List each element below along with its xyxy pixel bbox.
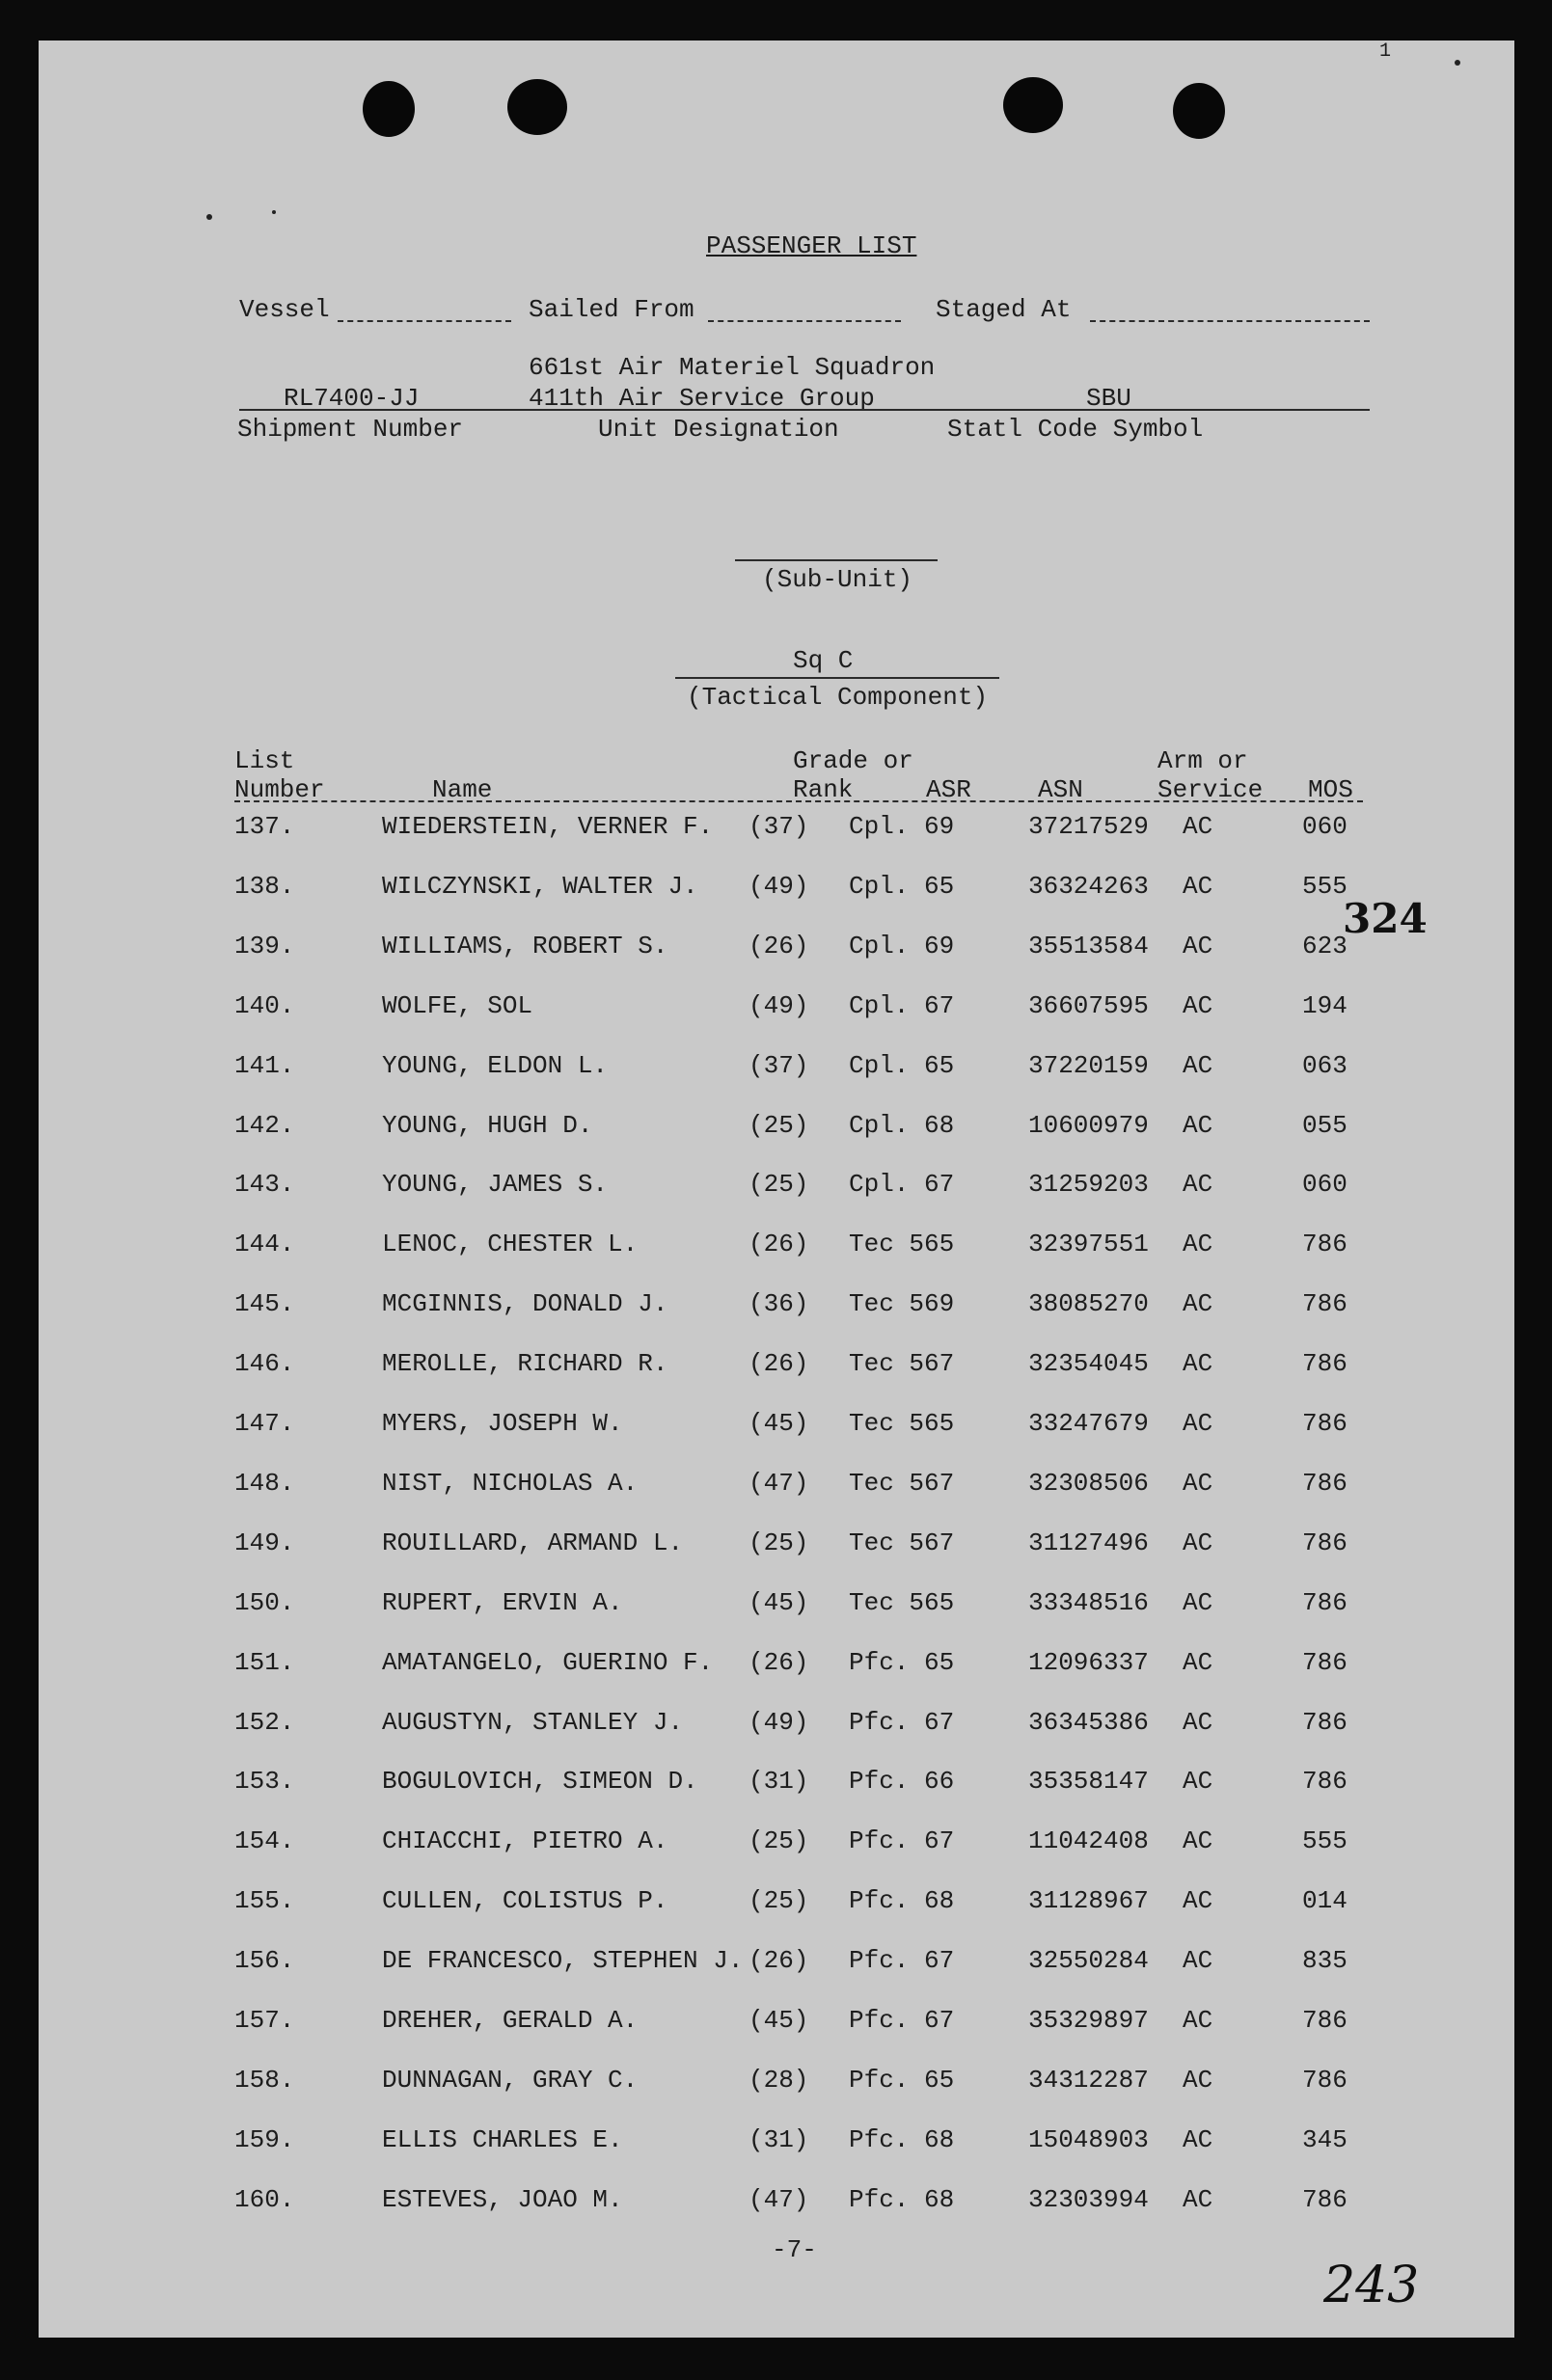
passenger-name: RUPERT, ERVIN A. — [382, 1587, 623, 1617]
grade: Tec 5 — [849, 1349, 925, 1379]
arm-service: AC — [1183, 1826, 1213, 1856]
arm-service: AC — [1183, 1767, 1213, 1797]
table-row — [39, 1648, 1514, 1687]
grade: Pfc. — [849, 2124, 910, 2154]
age: (49) — [749, 871, 809, 901]
grade: Tec 5 — [849, 1528, 925, 1557]
asr: 65 — [924, 1230, 955, 1259]
arm-service: AC — [1183, 1886, 1213, 1916]
list-number: 148. — [234, 1468, 295, 1498]
arm-service: AC — [1183, 2065, 1213, 2095]
asn: 36324263 — [1028, 871, 1149, 901]
arm-service: AC — [1183, 1946, 1213, 1976]
asr: 69 — [924, 931, 955, 960]
grade: Tec 5 — [849, 1409, 925, 1438]
list-number: 139. — [234, 931, 295, 960]
age: (36) — [749, 1289, 809, 1319]
grade: Cpl. — [849, 990, 910, 1020]
list-number: 138. — [234, 871, 295, 901]
passenger-name: DE FRANCESCO, STEPHEN J. — [382, 1946, 744, 1976]
col-asr: ASR — [926, 775, 971, 804]
asn: 37217529 — [1028, 812, 1149, 841]
asn: 11042408 — [1028, 1826, 1149, 1856]
asr: 67 — [924, 1528, 955, 1557]
table-row — [39, 1826, 1514, 1865]
age: (49) — [749, 1707, 809, 1737]
table-row — [39, 932, 1514, 970]
table-row — [39, 2185, 1514, 2224]
asr: 67 — [924, 990, 955, 1020]
grade: Cpl. — [849, 871, 910, 901]
asn: 34312287 — [1028, 2065, 1149, 2095]
asr: 67 — [924, 1826, 955, 1856]
grade: Cpl. — [849, 1050, 910, 1080]
table-row — [39, 1767, 1514, 1805]
arm-service: AC — [1183, 1289, 1213, 1319]
col-list-line2: Number — [234, 775, 325, 804]
asn: 32354045 — [1028, 1349, 1149, 1379]
list-number: 155. — [234, 1886, 295, 1916]
arm-service: AC — [1183, 812, 1213, 841]
mos: 063 — [1302, 1050, 1348, 1080]
table-row — [39, 1469, 1514, 1507]
col-mos: MOS — [1308, 775, 1353, 804]
arm-service: AC — [1183, 1110, 1213, 1140]
mos: 786 — [1302, 1289, 1348, 1319]
passenger-name: NIST, NICHOLAS A. — [382, 1468, 639, 1498]
list-number: 143. — [234, 1170, 295, 1200]
age: (28) — [749, 2065, 809, 2095]
column-header-rule — [234, 800, 1363, 802]
passenger-name: YOUNG, ELDON L. — [382, 1050, 609, 1080]
shipment-number-label: Shipment Number — [237, 415, 464, 444]
page-footer: -7- — [772, 2235, 817, 2264]
asr: 68 — [924, 1110, 955, 1140]
grade: Cpl. — [849, 931, 910, 960]
asr: 68 — [924, 1886, 955, 1916]
grade: Tec 5 — [849, 1230, 925, 1259]
arm-service: AC — [1183, 1647, 1213, 1677]
asr: 69 — [924, 812, 955, 841]
arm-service: AC — [1183, 871, 1213, 901]
grade: Pfc. — [849, 1826, 910, 1856]
mos: 055 — [1302, 1110, 1348, 1140]
asn: 38085270 — [1028, 1289, 1149, 1319]
col-grade-line2: Rank — [793, 775, 854, 804]
age: (31) — [749, 2124, 809, 2154]
age: (25) — [749, 1886, 809, 1916]
mos: 555 — [1302, 1826, 1348, 1856]
asn: 32550284 — [1028, 1946, 1149, 1976]
list-number: 160. — [234, 2184, 295, 2214]
age: (31) — [749, 1767, 809, 1797]
arm-service: AC — [1183, 1468, 1213, 1498]
list-number: 151. — [234, 1647, 295, 1677]
age: (45) — [749, 1409, 809, 1438]
asn: 15048903 — [1028, 2124, 1149, 2154]
age: (26) — [749, 931, 809, 960]
age: (26) — [749, 1946, 809, 1976]
col-arm-line1: Arm or — [1157, 746, 1248, 775]
passenger-name: WILLIAMS, ROBERT S. — [382, 931, 668, 960]
asr: 65 — [924, 1409, 955, 1438]
page-title: PASSENGER LIST — [706, 231, 917, 260]
grade: Pfc. — [849, 2184, 910, 2214]
passenger-name: WIEDERSTEIN, VERNER F. — [382, 812, 714, 841]
mos: 623 — [1302, 931, 1348, 960]
asn: 33247679 — [1028, 1409, 1149, 1438]
list-number: 154. — [234, 1826, 295, 1856]
table-row — [39, 1349, 1514, 1388]
arm-service: AC — [1183, 1349, 1213, 1379]
mos: 786 — [1302, 1767, 1348, 1797]
punch-hole-1 — [363, 81, 415, 137]
grade: Pfc. — [849, 1767, 910, 1797]
list-number: 153. — [234, 1767, 295, 1797]
table-row — [39, 1528, 1514, 1567]
list-number: 140. — [234, 990, 295, 1020]
col-grade-line1: Grade or — [793, 746, 913, 775]
age: (47) — [749, 1468, 809, 1498]
list-number: 147. — [234, 1409, 295, 1438]
grade: Pfc. — [849, 1707, 910, 1737]
passenger-name: YOUNG, JAMES S. — [382, 1170, 609, 1200]
asr: 65 — [924, 871, 955, 901]
asr: 68 — [924, 2184, 955, 2214]
staged-at-line — [1090, 320, 1370, 322]
table-row — [39, 2066, 1514, 2104]
passenger-name: CHIACCHI, PIETRO A. — [382, 1826, 668, 1856]
tactical-value: Sq C — [793, 646, 854, 675]
mos: 786 — [1302, 2184, 1348, 2214]
table-row — [39, 1051, 1514, 1090]
list-number: 145. — [234, 1289, 295, 1319]
mos: 786 — [1302, 1707, 1348, 1737]
mos: 786 — [1302, 2006, 1348, 2035]
passenger-name: MEROLLE, RICHARD R. — [382, 1349, 668, 1379]
passenger-name: ESTEVES, JOAO M. — [382, 2184, 623, 2214]
document-page — [39, 41, 1514, 2338]
grade: Tec 5 — [849, 1289, 925, 1319]
arm-service: AC — [1183, 1707, 1213, 1737]
speck — [206, 214, 212, 220]
grade: Cpl. — [849, 1110, 910, 1140]
asr: 66 — [924, 1767, 955, 1797]
asn: 36607595 — [1028, 990, 1149, 1020]
unit-line-1: 661st Air Materiel Squadron — [529, 353, 936, 382]
age: (45) — [749, 2006, 809, 2035]
asr: 65 — [924, 1587, 955, 1617]
passenger-name: ROUILLARD, ARMAND L. — [382, 1528, 684, 1557]
arm-service: AC — [1183, 1170, 1213, 1200]
arm-service: AC — [1183, 2124, 1213, 2154]
grade: Pfc. — [849, 1647, 910, 1677]
table-row — [39, 2006, 1514, 2044]
asn: 35358147 — [1028, 1767, 1149, 1797]
table-row — [39, 1588, 1514, 1627]
age: (47) — [749, 2184, 809, 2214]
arm-service: AC — [1183, 1230, 1213, 1259]
table-row — [39, 1946, 1514, 1985]
punch-hole-3 — [1003, 77, 1063, 133]
sailed-from-line — [708, 320, 901, 322]
stat-code-label: Statl Code Symbol — [947, 415, 1204, 444]
arm-service: AC — [1183, 1050, 1213, 1080]
mos: 835 — [1302, 1946, 1348, 1976]
passenger-name: DREHER, GERALD A. — [382, 2006, 639, 2035]
table-row — [39, 1111, 1514, 1149]
table-row — [39, 1230, 1514, 1268]
top-corner-mark: 1 — [1379, 41, 1392, 63]
mos: 786 — [1302, 1528, 1348, 1557]
passenger-name: DUNNAGAN, GRAY C. — [382, 2065, 639, 2095]
asr: 67 — [924, 1946, 955, 1976]
mos: 555 — [1302, 871, 1348, 901]
age: (49) — [749, 990, 809, 1020]
list-number: 150. — [234, 1587, 295, 1617]
vessel-line — [338, 320, 511, 322]
age: (37) — [749, 812, 809, 841]
mos: 786 — [1302, 1647, 1348, 1677]
age: (25) — [749, 1170, 809, 1200]
table-row — [39, 991, 1514, 1030]
passenger-name: WOLFE, SOL — [382, 990, 533, 1020]
table-row — [39, 1170, 1514, 1208]
asr: 68 — [924, 2124, 955, 2154]
arm-service: AC — [1183, 1409, 1213, 1438]
list-number: 137. — [234, 812, 295, 841]
asn: 35329897 — [1028, 2006, 1149, 2035]
age: (37) — [749, 1050, 809, 1080]
passenger-name: ELLIS CHARLES E. — [382, 2124, 623, 2154]
list-number: 142. — [234, 1110, 295, 1140]
age: (25) — [749, 1110, 809, 1140]
mos: 060 — [1302, 1170, 1348, 1200]
grade: Tec 5 — [849, 1587, 925, 1617]
mos: 786 — [1302, 1349, 1348, 1379]
arm-service: AC — [1183, 1587, 1213, 1617]
passenger-name: MYERS, JOSEPH W. — [382, 1409, 623, 1438]
asn: 32303994 — [1028, 2184, 1149, 2214]
staged-at-label: Staged At — [936, 295, 1072, 324]
asr: 67 — [924, 2006, 955, 2035]
mos: 786 — [1302, 2065, 1348, 2095]
col-name: Name — [432, 775, 493, 804]
list-number: 141. — [234, 1050, 295, 1080]
col-list-line1: List — [234, 746, 295, 775]
table-row — [39, 872, 1514, 910]
passenger-name: CULLEN, COLISTUS P. — [382, 1886, 668, 1916]
arm-service: AC — [1183, 2006, 1213, 2035]
table-row — [39, 1886, 1514, 1925]
asr: 65 — [924, 1647, 955, 1677]
list-number: 159. — [234, 2124, 295, 2154]
asn: 36345386 — [1028, 1707, 1149, 1737]
asr: 67 — [924, 1468, 955, 1498]
unit-line-2: 411th Air Service Group — [529, 384, 875, 413]
asr: 69 — [924, 1289, 955, 1319]
sub-unit-rule — [735, 559, 938, 561]
age: (26) — [749, 1647, 809, 1677]
asn: 37220159 — [1028, 1050, 1149, 1080]
arm-service: AC — [1183, 1528, 1213, 1557]
table-row — [39, 1289, 1514, 1328]
col-asn: ASN — [1038, 775, 1083, 804]
list-number: 157. — [234, 2006, 295, 2035]
shipment-number: RL7400-JJ — [284, 384, 420, 413]
grade: Cpl. — [849, 1170, 910, 1200]
grade: Pfc. — [849, 1886, 910, 1916]
asn: 31128967 — [1028, 1886, 1149, 1916]
table-row — [39, 1708, 1514, 1746]
passenger-name: MCGINNIS, DONALD J. — [382, 1289, 668, 1319]
sailed-from-label: Sailed From — [529, 295, 694, 324]
asr: 65 — [924, 1050, 955, 1080]
asn: 35513584 — [1028, 931, 1149, 960]
mos: 786 — [1302, 1409, 1348, 1438]
mos: 194 — [1302, 990, 1348, 1020]
age: (26) — [749, 1349, 809, 1379]
passenger-name: AUGUSTYN, STANLEY J. — [382, 1707, 684, 1737]
list-number: 149. — [234, 1528, 295, 1557]
table-row — [39, 1409, 1514, 1447]
asn: 31127496 — [1028, 1528, 1149, 1557]
list-number: 156. — [234, 1946, 295, 1976]
asr: 67 — [924, 1349, 955, 1379]
mos: 060 — [1302, 812, 1348, 841]
mos: 786 — [1302, 1468, 1348, 1498]
list-number: 146. — [234, 1349, 295, 1379]
header-rule — [239, 409, 1370, 411]
table-row — [39, 2125, 1514, 2164]
passenger-name: WILCZYNSKI, WALTER J. — [382, 871, 698, 901]
asn: 33348516 — [1028, 1587, 1149, 1617]
age: (26) — [749, 1230, 809, 1259]
tactical-rule — [675, 677, 999, 679]
arm-service: AC — [1183, 2184, 1213, 2214]
arm-service: AC — [1183, 990, 1213, 1020]
tactical-label: (Tactical Component) — [687, 683, 989, 712]
list-number: 158. — [234, 2065, 295, 2095]
passenger-name: YOUNG, HUGH D. — [382, 1110, 593, 1140]
asr: 67 — [924, 1707, 955, 1737]
passenger-name: AMATANGELO, GUERINO F. — [382, 1647, 714, 1677]
speck — [272, 210, 276, 214]
mos: 786 — [1302, 1230, 1348, 1259]
page-number-stamp: 324 — [1343, 895, 1428, 942]
grade: Tec 5 — [849, 1468, 925, 1498]
vessel-label: Vessel — [239, 295, 330, 324]
grade: Pfc. — [849, 2006, 910, 2035]
arm-service: AC — [1183, 931, 1213, 960]
asr: 65 — [924, 2065, 955, 2095]
grade: Cpl. — [849, 812, 910, 841]
asn: 32397551 — [1028, 1230, 1149, 1259]
passenger-name: BOGULOVICH, SIMEON D. — [382, 1767, 698, 1797]
unit-designation-label: Unit Designation — [598, 415, 839, 444]
asn: 32308506 — [1028, 1468, 1149, 1498]
asn: 31259203 — [1028, 1170, 1149, 1200]
table-row — [39, 812, 1514, 851]
speck — [1455, 60, 1460, 66]
mos: 345 — [1302, 2124, 1348, 2154]
age: (25) — [749, 1528, 809, 1557]
asn: 10600979 — [1028, 1110, 1149, 1140]
col-arm-line2: Service — [1157, 775, 1264, 804]
list-number: 152. — [234, 1707, 295, 1737]
grade: Pfc. — [849, 2065, 910, 2095]
list-number: 144. — [234, 1230, 295, 1259]
sub-unit-label: (Sub-Unit) — [762, 565, 913, 594]
punch-hole-2 — [507, 79, 567, 135]
mos: 014 — [1302, 1886, 1348, 1916]
asr: 67 — [924, 1170, 955, 1200]
passenger-name: LENOC, CHESTER L. — [382, 1230, 639, 1259]
stat-code: SBU — [1086, 384, 1131, 413]
mos: 786 — [1302, 1587, 1348, 1617]
handwritten-page-number: 243 — [1323, 2257, 1420, 2314]
punch-hole-4 — [1173, 83, 1225, 139]
age: (25) — [749, 1826, 809, 1856]
asn: 12096337 — [1028, 1647, 1149, 1677]
age: (45) — [749, 1587, 809, 1617]
grade: Pfc. — [849, 1946, 910, 1976]
